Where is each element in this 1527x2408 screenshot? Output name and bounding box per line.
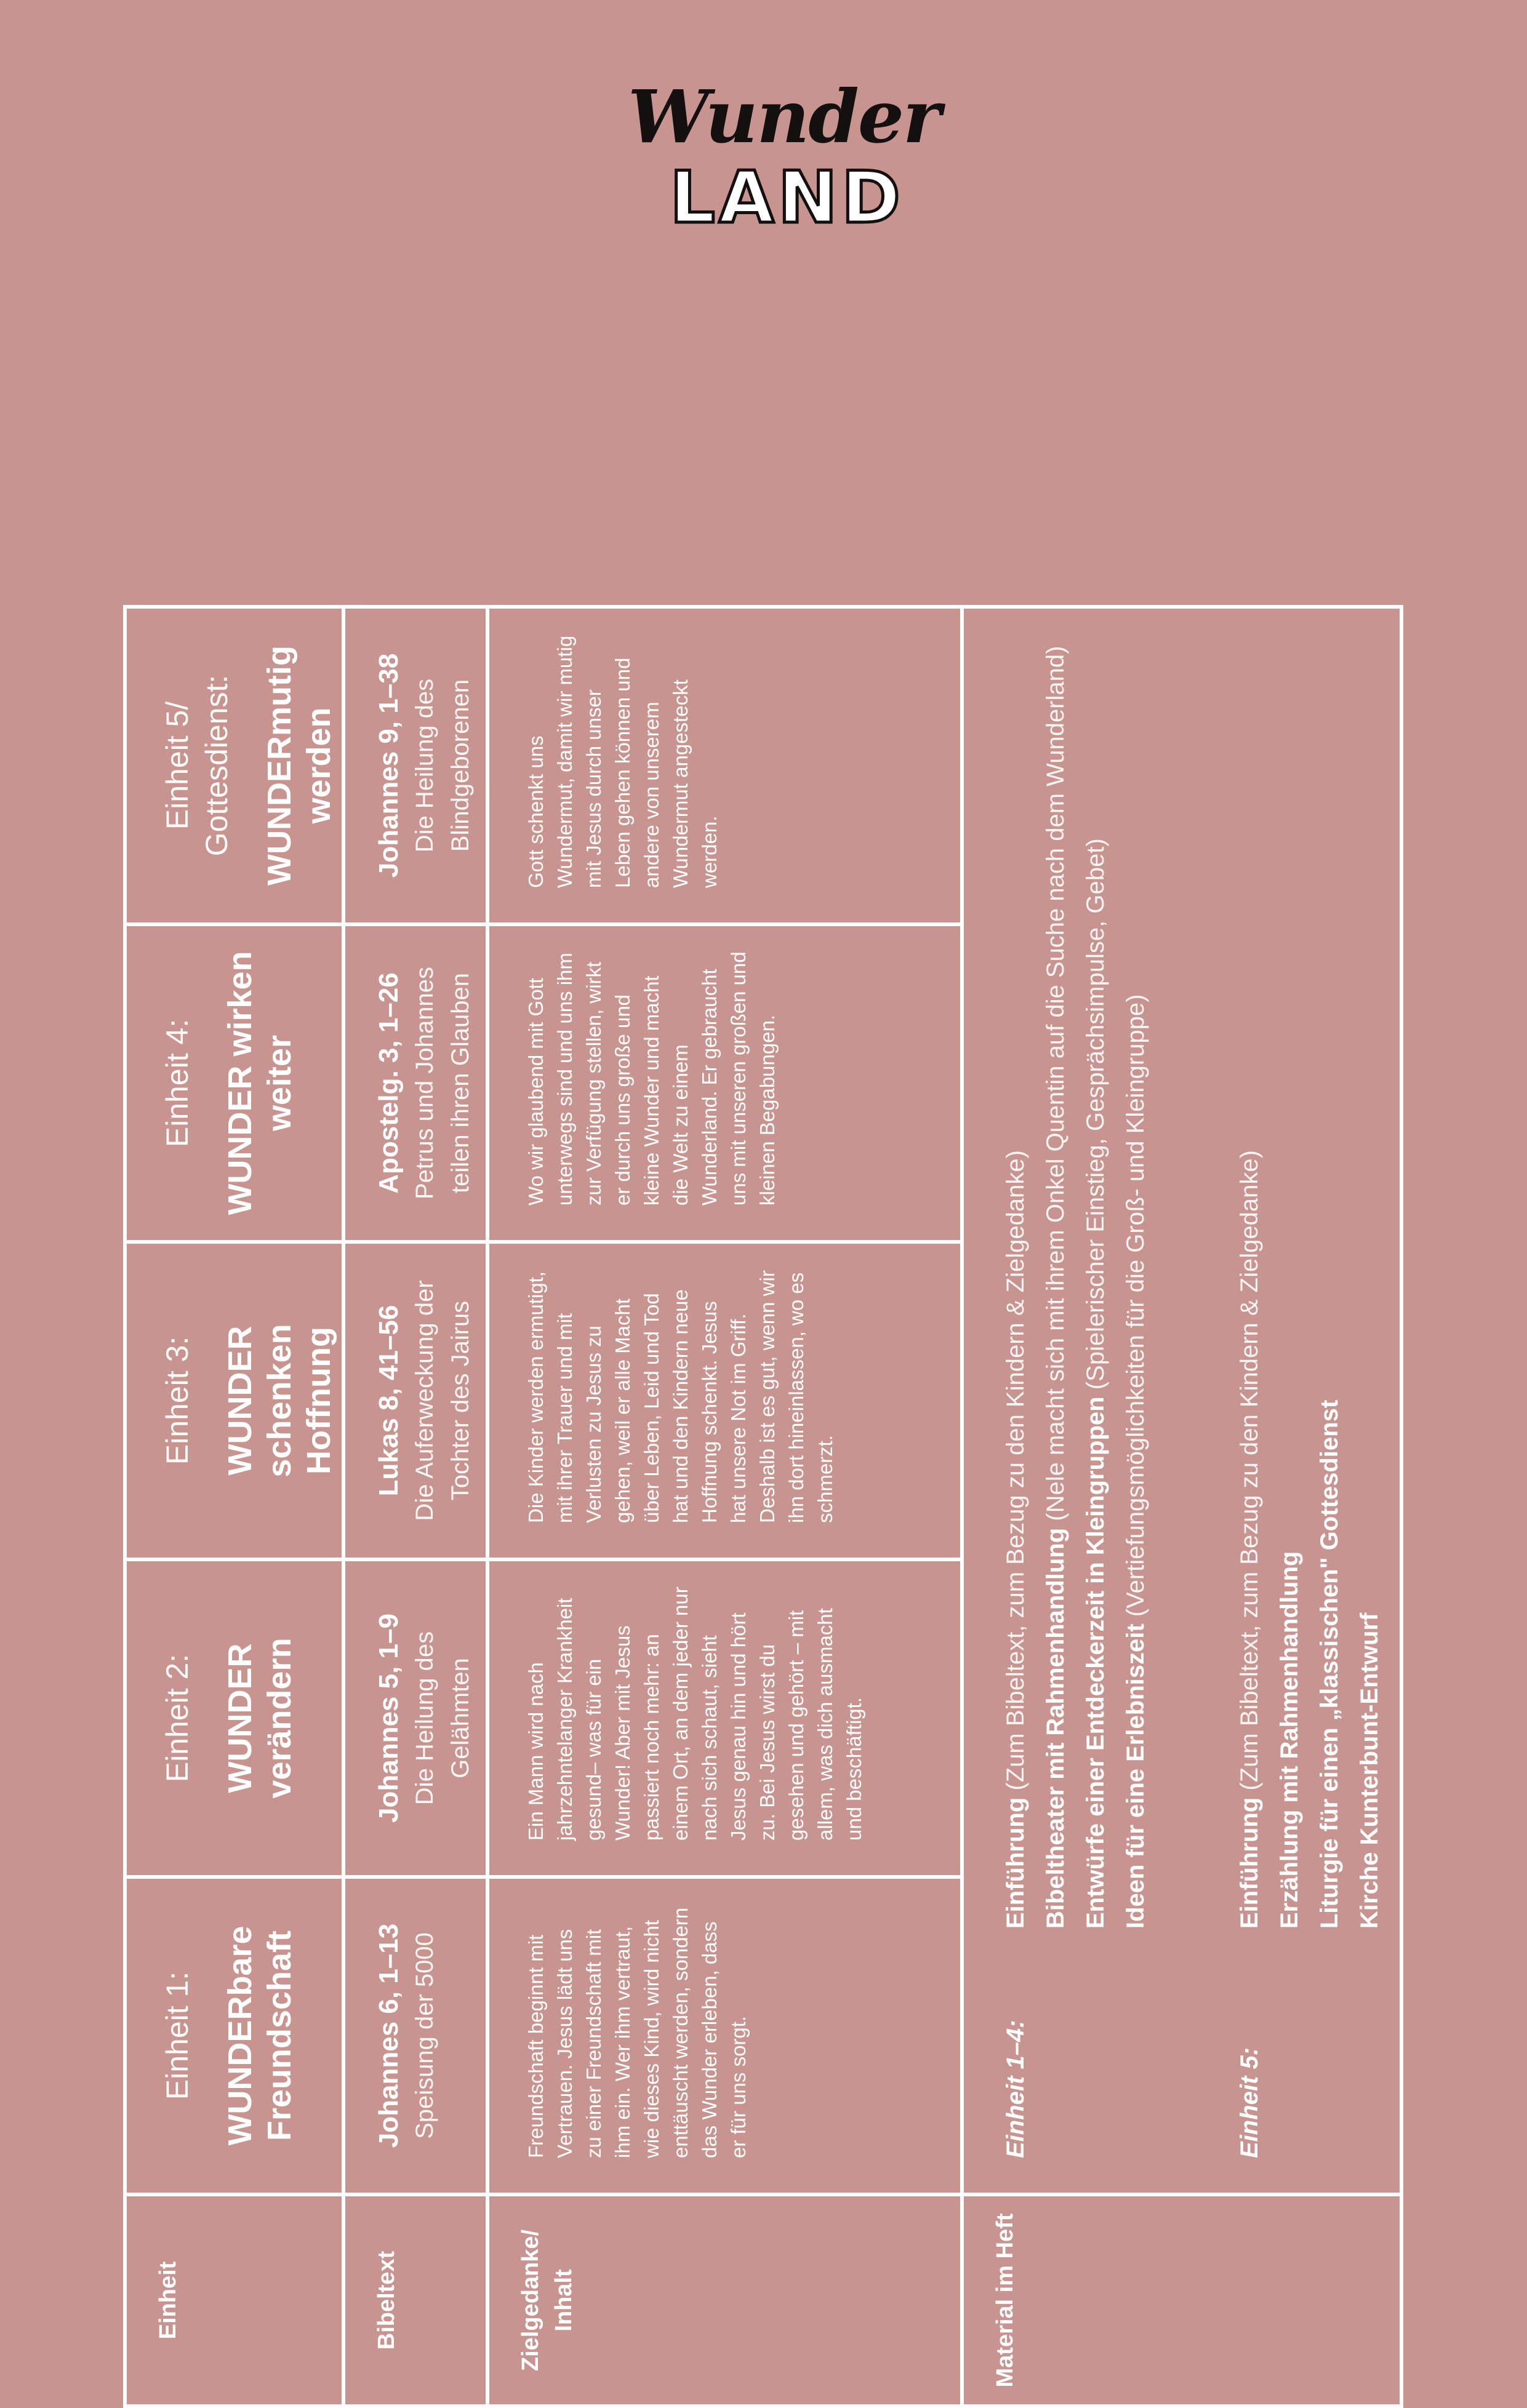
material-item-title: Einführung [1002, 1797, 1030, 1929]
material-item-note: (Zum Bibeltext, zum Bezug zu den Kindern & Zielgedanke) [1002, 1150, 1030, 1798]
row-label-bibeltext: Bibeltext [343, 2194, 487, 2406]
material-item-note: (Zum Bibeltext, zum Bezug zu den Kindern & Zielgedanke) [1236, 1150, 1264, 1798]
material-block-2-label: Einheit 5: [1236, 2047, 1264, 2158]
material-item-title: Bibeltheater mit Rahmenhandlung [1042, 1527, 1070, 1929]
material-line: Kirche Kunterbunt-Entwurf [1356, 1612, 1384, 1929]
unit-3-header [125, 1242, 343, 1559]
unit-1-header [125, 1877, 343, 2194]
unit-2-goal: Ein Mann wird nach jahrzehntelanger Krankheit gesund– was für ein Wunder! Aber mit Jesus passiert noch mehr: an einem Ort, an dem jeder nur nach sich schaut, sieht Jesus genau hin und hört zu. Bei Jesus wirst du gesehen und gehört – mit allem, was dich ausmacht und beschäftigt. [487, 1559, 962, 1877]
material-item-note: (Nele macht sich mit ihrem Onkel Quentin auf die Suche nach dem Wunderland) [1042, 646, 1070, 1528]
unit-1-bible-reference: Johannes 6, 1–13 [373, 1923, 404, 2148]
unit-5-goal: Gott schenkt uns Wundermut, damit wir mutig mit Jesus durch unser Leben gehen können und andere von unserem Wundermut angesteckt werden. [487, 607, 962, 924]
unit-3-bibeltext [343, 1242, 487, 1559]
unit-5-label: Einheit 5/ Gottesdienst: [160, 674, 234, 857]
unit-1-goal: Freundschaft beginnt mit Vertrauen. Jesus lädt uns zu einer Freundschaft mit ihm ein. Wer ihm vertraut, wie dieses Kind, wird nicht enttäuscht werden, sondern das Wunder erleben, dass er für uns sorgt. [487, 1877, 962, 2194]
row-label-zielgedanke: Zielgedanke/ Inhalt [487, 2194, 962, 2406]
unit-1-bible-story: Speisung der 5000 [411, 1932, 438, 2139]
material-line: Liturgie für einen „klassischen" Gottesdienst [1316, 1399, 1344, 1929]
material-item-title: Einführung [1236, 1797, 1264, 1929]
unit-1-bibeltext [343, 1877, 487, 2194]
unit-4-header [125, 924, 343, 1242]
unit-4-label: Einheit 4: [160, 1018, 194, 1148]
unit-2-label: Einheit 2: [160, 1654, 194, 1783]
material-line [996, 639, 1036, 1929]
row-label-einheit: Einheit [125, 2194, 343, 2406]
material-block-1-label: Einheit 1–4: [1002, 2020, 1030, 2158]
unit-2-title: WUNDER verändern [222, 1638, 298, 1799]
unit-5-bible-story: Die Heilung des Blindgeborenen [411, 678, 474, 853]
unit-3-label: Einheit 3: [160, 1336, 194, 1465]
unit-4-bibeltext [343, 924, 487, 1242]
unit-3-bible-story: Die Auferweckung der Tochter des Jairus [411, 1280, 474, 1521]
unit-4-goal: Wo wir glaubend mit Gott unterwegs sind und uns ihm zur Verfügung stellen, wirkt er durch uns große und kleine Wunder und macht die Welt zu einem Wunderland. Er gebraucht uns mit unseren großen und kleinen Begabungen. [487, 924, 962, 1242]
material-line [1036, 639, 1076, 1929]
unit-2-bible-story: Die Heilung des Gelähmten [411, 1631, 474, 1806]
row-einheit [125, 607, 343, 2406]
logo-block-text: LAND [670, 156, 905, 239]
material-item-note: (Spielerischer Einstieg, Gesprächsimpulse, Gebet) [1082, 838, 1110, 1397]
unit-5-header [125, 607, 343, 924]
material-item-title: Entwürfe einer Entdeckerzeit in Kleingruppen [1082, 1396, 1110, 1929]
row-zielgedanke [487, 607, 962, 2406]
unit-4-bible-story: Petrus und Johannes teilen ihren Glauben [411, 966, 474, 1200]
unit-5-bibeltext [343, 607, 487, 924]
unit-5-title: WUNDERmutig werden [261, 646, 337, 886]
material-item-title: Ideen für eine Erlebniszeit [1122, 1623, 1150, 1929]
unit-5-bible-reference: Johannes 9, 1–38 [373, 653, 404, 878]
wunderland-logo [628, 74, 940, 240]
row-bibeltext [343, 607, 487, 2406]
unit-2-bibeltext [343, 1559, 487, 1877]
material-line: Erzählung mit Rahmenhandlung [1276, 1551, 1304, 1929]
unit-1-label: Einheit 1: [160, 1971, 194, 2100]
unit-3-title: WUNDER schenken Hoffnung [222, 1324, 337, 1478]
material-line [1076, 639, 1116, 1929]
unit-3-bible-reference: Lukas 8, 41–56 [373, 1305, 404, 1497]
unit-3-goal: Die Kinder werden ermutigt, mit ihrer Trauer und mit Verlusten zu Jesus zu gehen, weil er alle Macht über Leben, Leid und Tod hat und den Kindern neue Hoffnung schenkt. Jesus hat unsere Not im Griff. Deshalb ist es gut, wenn wir ihn dort hineinlassen, wo es schmerzt. [487, 1242, 962, 1559]
unit-2-header [125, 1559, 343, 1877]
material-block-1 [996, 639, 1156, 2158]
material-item-note: (Vertiefungsmöglichkeiten für die Groß- und Kleingruppe) [1122, 994, 1150, 1624]
row-label-material: Material im Heft [962, 2194, 1401, 2406]
logo-script-text: Wunder [628, 74, 940, 159]
material-line [1230, 639, 1270, 1929]
unit-4-title: WUNDER wirken weiter [222, 951, 298, 1215]
material-block-2 [1230, 639, 1390, 2158]
unit-overview-table [123, 605, 1403, 2408]
unit-4-bible-reference: Apostelg. 3, 1–26 [373, 972, 404, 1194]
unit-1-title: WUNDERbare Freundschaft [222, 1926, 298, 2146]
material-cell [962, 607, 1401, 2194]
unit-overview-table-container [123, 605, 1403, 2408]
material-line [1116, 639, 1156, 1929]
row-material [962, 607, 1401, 2406]
unit-2-bible-reference: Johannes 5, 1–9 [373, 1614, 404, 1823]
